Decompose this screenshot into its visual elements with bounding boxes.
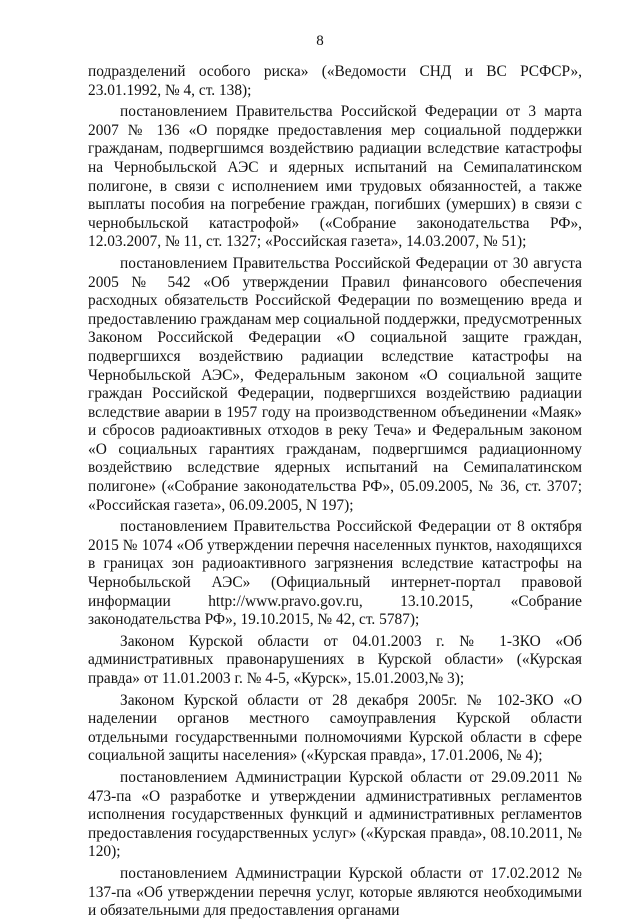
- paragraph-resolution-473: постановлением Администрации Курской области от 29.09.2011 № 473-па «О разработке и утверждении административных регламентов исполнения государственных функций и административных регламентов предоставления государственных услуг» («Курская правда», 08.10.2011, № 120);: [88, 768, 582, 861]
- paragraph-resolution-137: постановлением Администрации Курской области от 17.02.2012 № 137-па «Об утверждении перечня услуг, которые являются необходимыми и обязательными для предоставления органами: [88, 864, 582, 920]
- paragraph-law-102-zko: Законом Курской области от 28 декабря 2005г. № 102-ЗКО «О наделении органов местного самоуправления Курской области отдельными государственными полномочиями Курской области в сфере социальной защиты населения» («Курская правда», 17.01.2006, № 4);: [88, 691, 582, 765]
- paragraph-law-1-zko: Законом Курской области от 04.01.2003 г. № 1-ЗКО «Об административных правонарушениях в Курской области» («Курская правда» от 11.01.2003 г. № 4-5, «Курск», 15.01.2003,№ 3);: [88, 632, 582, 687]
- paragraph-continuation: подразделений особого риска» («Ведомости СНД и ВС РСФСР», 23.01.1992, № 4, ст. 138);: [88, 63, 582, 99]
- paragraph-decree-1074: постановлением Правительства Российской Федерации от 8 октября 2015 № 1074 «Об утверждении перечня населенных пунктов, находящихся в границах зон радиоактивного загрязнения вследствие катастрофы на Чернобыльской АЭС» (Официальный интернет-портал правовой информации http://www.pravo.gov.ru, 13.10.2015, «Собрание законодательства РФ», 19.10.2015, № 42, ст. 5787);: [88, 518, 582, 629]
- paragraph-decree-542: постановлением Правительства Российской Федерации от 30 августа 2005 № 542 «Об утверждении Правил финансового обеспечения расходных обязательств Российской Федерации по возмещению вреда и предоставлению гражданам мер социальной поддержки, предусмотренных Законом Российской Федерации «О социальной защите граждан, подвергшихся воздействию радиации вследствие катастрофы на Чернобыльской АЭС», Федеральным законом «О социальной защите граждан Российской Федерации, подвергшихся воздействию радиации вследствие аварии в 1957 году на производственном объединении «Маяк» и сбросов радиоактивных отходов в реку Теча» и Федеральным законом «О социальных гарантиях гражданам, подвергшимся радиационному воздействию вследствие ядерных испытаний на Семипалатинском полигоне» («Собрание законодательства РФ», 05.09.2005, № 36, ст. 3707; «Российская газета», 06.09.2005, N 197);: [88, 254, 582, 514]
- page-number: 8: [316, 33, 324, 49]
- document-body: [88, 63, 582, 924]
- paragraph-decree-136: постановлением Правительства Российской Федерации от 3 марта 2007 № 136 «О порядке предоставления мер социальной поддержки гражданам, подвергшимся воздействию радиации вследствие катастрофы на Чернобыльской АЭС и ядерных испытаний на Семипалатинском полигоне, в связи с исполнением ими трудовых обязанностей, а также выплаты пособия на погребение граждан, погибших (умерших) в связи с чернобыльской катастрофой» («Собрание законодательства РФ», 12.03.2007, № 11, ст. 1327; «Российская газета», 14.03.2007, № 51);: [88, 103, 582, 251]
